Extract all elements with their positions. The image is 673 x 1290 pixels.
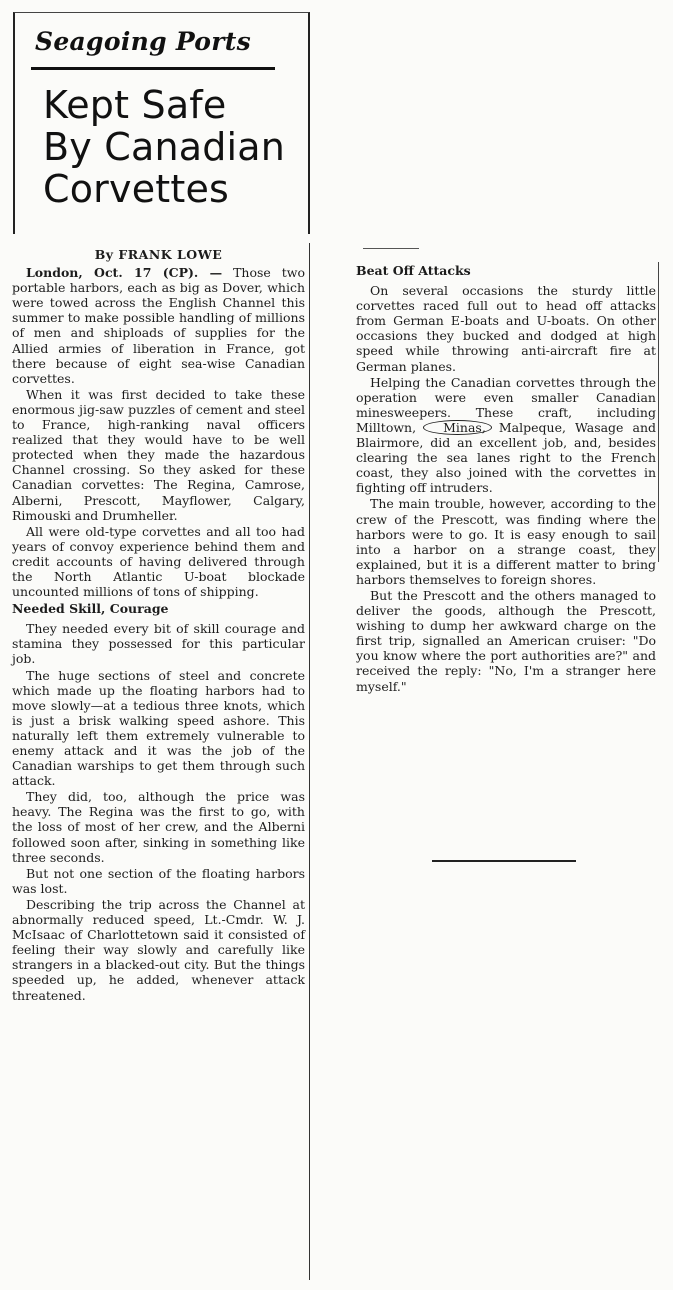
paragraph: On several occasions the sturdy little corvettes raced full out to head off attacks from German E-boats and U-boats. On other occasions they bucked and dodged at high speed while throwing anti-aircraft fire at German planes. <box>356 283 656 374</box>
subhead-needed-skill: Needed Skill, Courage <box>12 601 169 617</box>
paragraph-text: Helping the Canadian corvettes through the operation were even smaller Canadian minesweepers. These craft, including Milltown, <box>356 374 656 435</box>
paragraph: They did, too, although the price was heavy. The Regina was the first to go, with the loss of most of her crew, and the Alberni followed soon after, sinking in something like three seconds. <box>12 789 305 865</box>
paragraph <box>12 265 305 386</box>
headline-line-2: By Canadian <box>43 125 286 169</box>
circled-word-minas: Minas, <box>423 420 492 435</box>
left-column <box>12 243 310 1280</box>
subhead-beat-off-attacks: Beat Off Attacks <box>356 263 471 278</box>
paragraph: They needed every bit of skill courage and stamina they possessed for this particular job. <box>12 621 305 667</box>
right-column <box>330 243 660 833</box>
paragraph: The huge sections of steel and concrete which made up the floating harbors had to move slowly—at a tedious three knots, which is just a brisk walking speed ashore. This naturally left them extremely vulnerable to enemy attack and it was the job of the Canadian warships to get them through such attack. <box>12 667 305 789</box>
dateline: London, Oct. 17 (CP). — <box>26 265 223 281</box>
paragraph: When it was first decided to take these enormous jig-saw puzzles of cement and steel to France, high-ranking naval officers realized that they would have to be well protected when they made the hazardous Channel crossing. So they asked for these Canadian corvettes: The Regina, Camrose, Alberni, Prescott, Mayflower, Calgary, Rimouski and Drumheller. <box>12 386 305 523</box>
paragraph-text: Malpeque, Wasage and Blairmore, did an excellent job, and, besides clearing the sea lanes right to the French coast, they also joined with the corvettes in fighting off intruders. <box>356 419 656 496</box>
end-rule <box>432 860 576 862</box>
paragraph: But not one section of the floating harbors was lost. <box>12 865 305 896</box>
paragraph: All were old-type corvettes and all too had years of convoy experience behind them and credit accounts of having delivered through the North Atlantic U-boat blockade uncounted millions of tons of shipping. <box>12 523 305 600</box>
paragraph <box>356 375 656 496</box>
paragraph-text: Those two portable harbors, each as big as Dover, which were towed across the English Channel this summer to make possible handling of millions of men and shiploads of supplies for the Allied armies of liberation in France, got there because of eight sea-wise Canadian corvettes. <box>12 265 305 386</box>
byline: By FRANK LOWE <box>94 247 223 262</box>
headline-line-1: Kept Safe <box>43 83 227 127</box>
headline-line-3: Corvettes <box>43 167 230 211</box>
paragraph: But the Prescott and the others managed to deliver the goods, although the Prescott, wishing to dump her awkward charge on the first trip, signalled an American cruiser: "Do you know where the port authorities are?" and received the reply: "No, I'm a stranger here myself." <box>356 587 656 694</box>
article-headline <box>43 84 285 210</box>
paragraph: The main trouble, however, according to the crew of the Prescott, was finding where the harbors were to go. It is easy enough to sail into a harbor on a strange coast, they explained, but it is a different matter to bring harbors themselves to foreign shores. <box>356 496 656 587</box>
right-column-text <box>330 283 660 694</box>
kicker-rule <box>31 67 275 70</box>
paragraph: Describing the trip across the Channel at abnormally reduced speed, Lt.-Cmdr. W. J. McIsaac of Charlottetown said it consisted of feeling their way slowly and carefully like strangers in a blacked-out city. But the things speeded up, he added, whenever attack threatened. <box>12 896 305 1003</box>
article-kicker: Seagoing Ports <box>35 27 251 56</box>
